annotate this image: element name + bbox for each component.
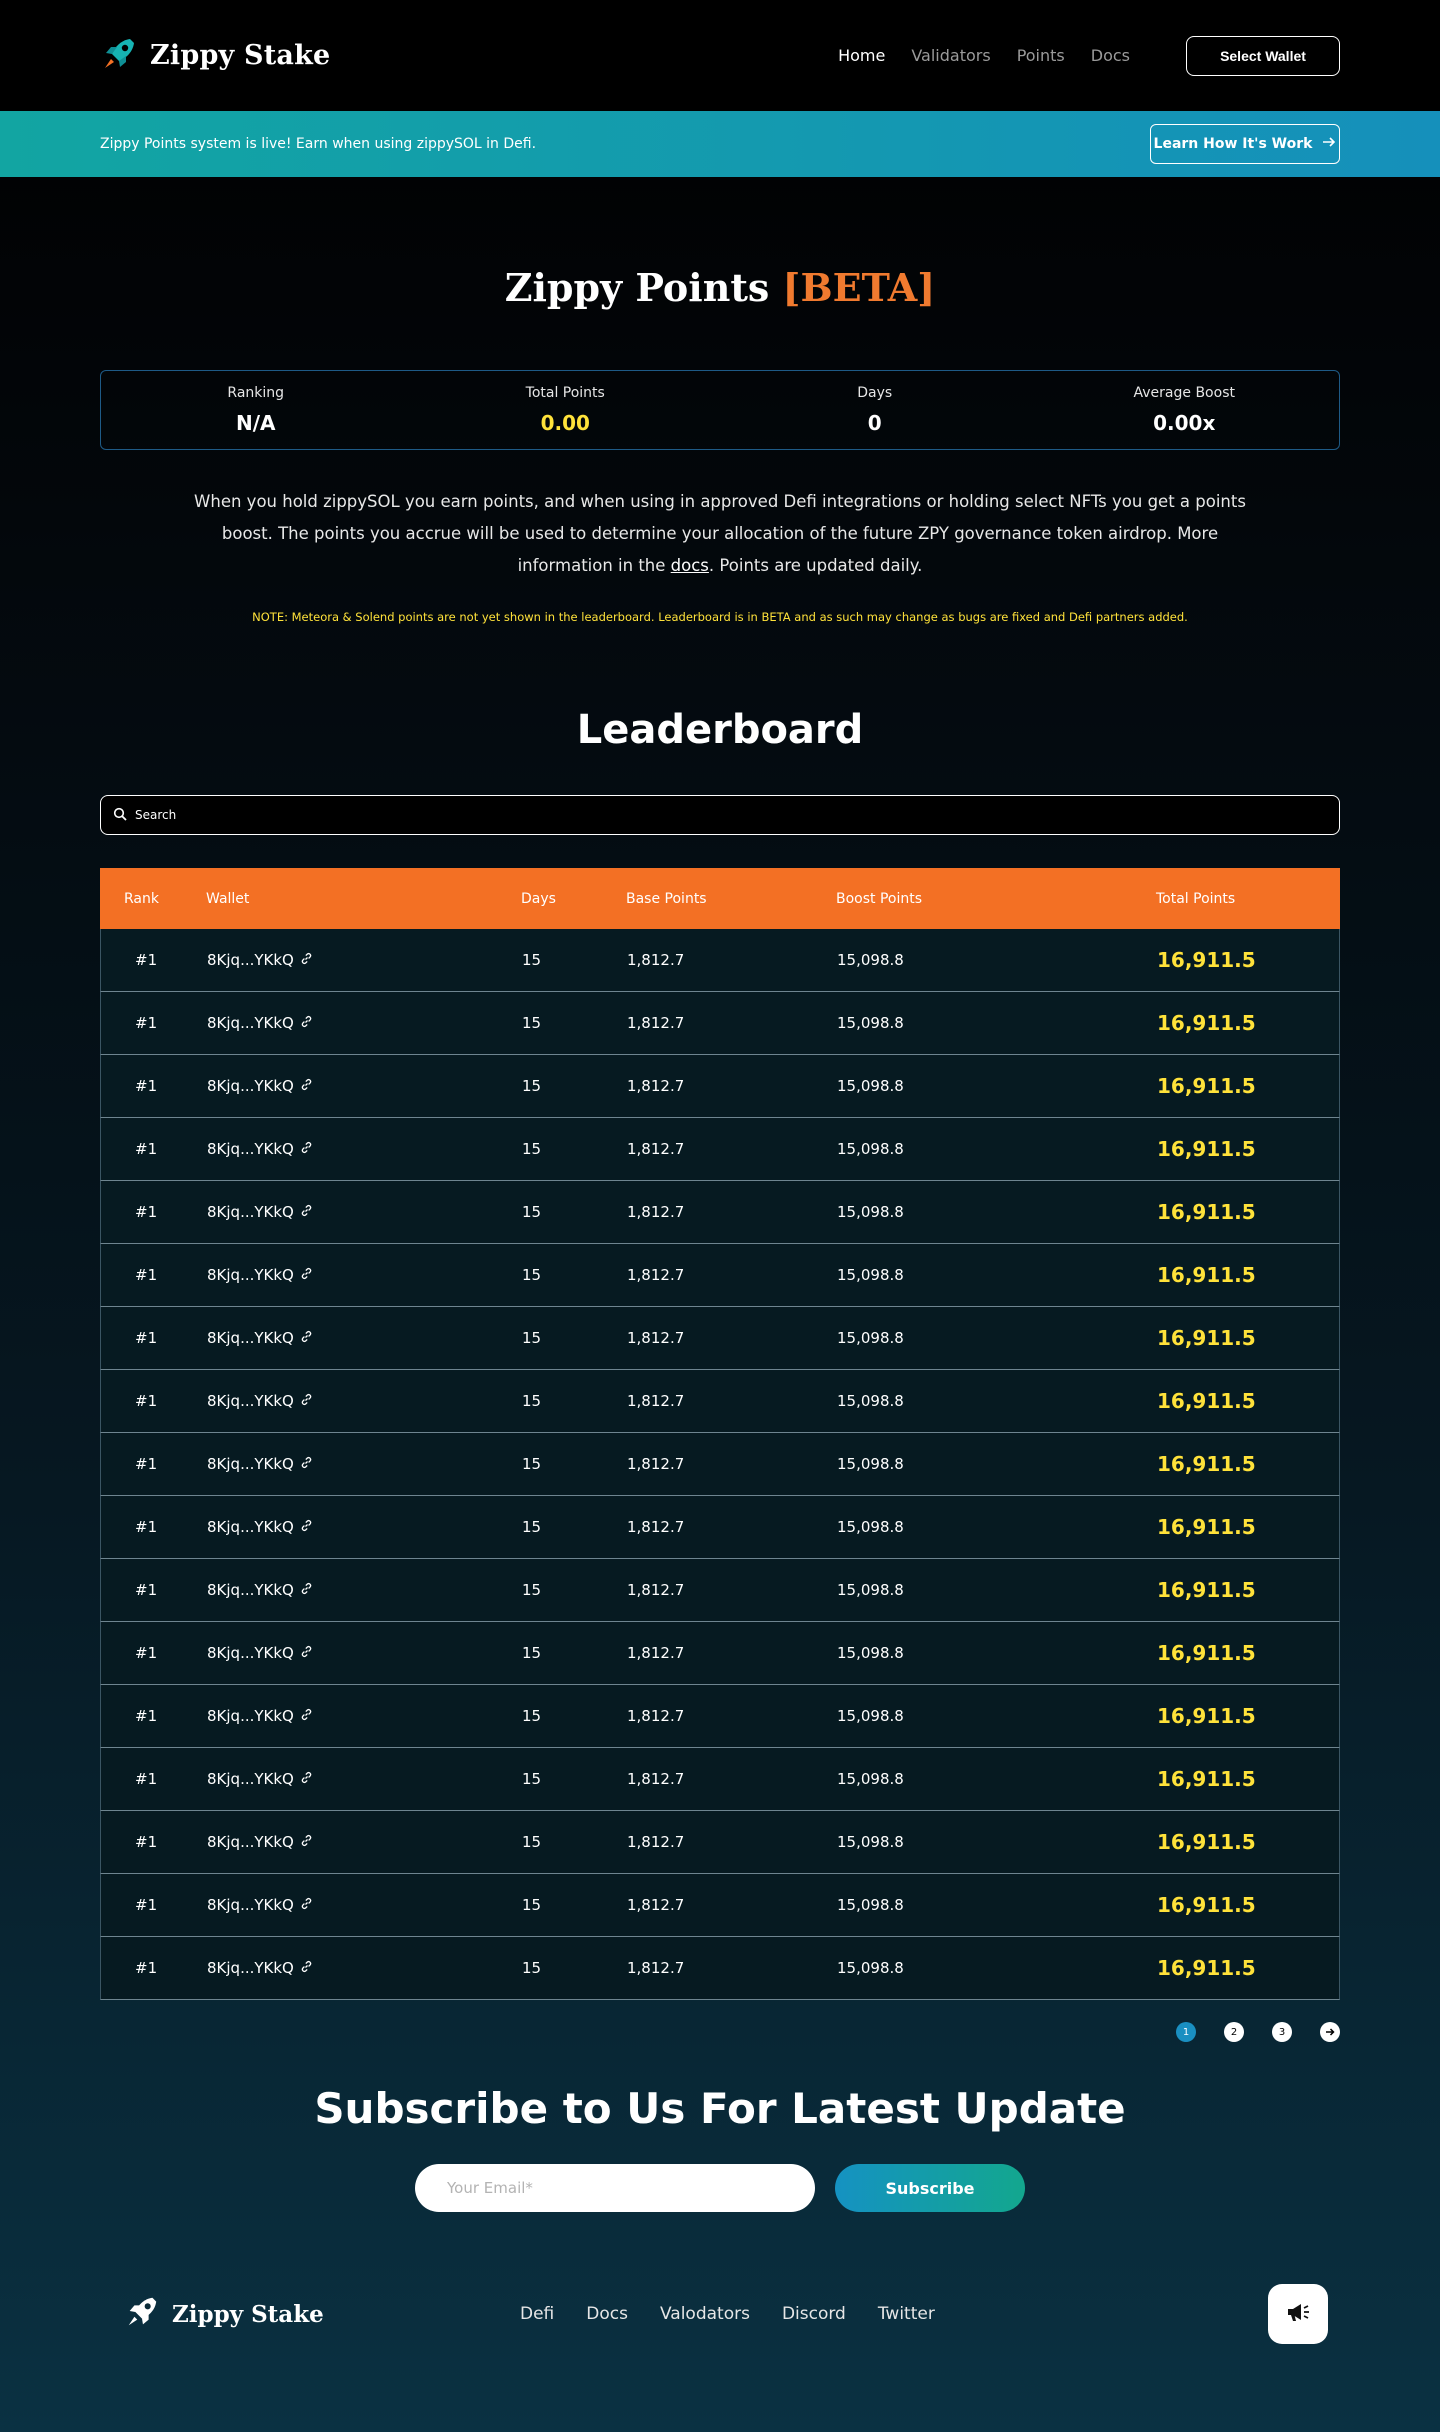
total-points-cell: 16,911.5 xyxy=(1157,1326,1256,1350)
learn-how-label: Learn How It's Work xyxy=(1153,136,1313,152)
brand-name: Zippy Stake xyxy=(150,40,331,71)
link-icon[interactable] xyxy=(300,1266,313,1284)
page-title xyxy=(0,265,1440,315)
wallet-cell xyxy=(207,1140,522,1158)
total-points-cell: 16,911.5 xyxy=(1157,1641,1256,1665)
subscribe-button[interactable]: Subscribe xyxy=(835,2164,1025,2212)
total-points-cell: 16,911.5 xyxy=(1157,1956,1256,1980)
col-base-points: Base Points xyxy=(626,890,707,907)
wallet-cell xyxy=(207,1959,522,1977)
table-row xyxy=(100,1496,1340,1559)
boost-points-cell: 15,098.8 xyxy=(837,951,904,969)
base-points-cell: 1,812.7 xyxy=(627,1203,685,1221)
wallet-address[interactable]: 8Kjq...YKkQ xyxy=(207,1455,294,1473)
link-icon[interactable] xyxy=(300,1140,313,1158)
days-cell: 15 xyxy=(522,1707,542,1725)
days-cell: 15 xyxy=(522,1896,542,1914)
total-points-cell: 16,911.5 xyxy=(1157,1011,1256,1035)
table-row xyxy=(100,1244,1340,1307)
table-row xyxy=(100,1370,1340,1433)
total-points-cell: 16,911.5 xyxy=(1157,1767,1256,1791)
wallet-address[interactable]: 8Kjq...YKkQ xyxy=(207,1077,294,1095)
table-row xyxy=(100,1181,1340,1244)
arrow-right-icon xyxy=(1322,136,1336,152)
wallet-address[interactable]: 8Kjq...YKkQ xyxy=(207,1959,294,1977)
boost-points-cell: 15,098.8 xyxy=(837,1896,904,1914)
site-header xyxy=(0,0,1440,111)
boost-points-cell: 15,098.8 xyxy=(837,1770,904,1788)
nav-docs[interactable]: Docs xyxy=(1090,46,1130,65)
boost-points-cell: 15,098.8 xyxy=(837,1707,904,1725)
boost-points-cell: 15,098.8 xyxy=(837,1392,904,1410)
link-icon[interactable] xyxy=(300,1518,313,1536)
col-wallet: Wallet xyxy=(206,890,250,907)
link-icon[interactable] xyxy=(300,1959,313,1977)
base-points-cell: 1,812.7 xyxy=(627,1014,685,1032)
rank-cell: #1 xyxy=(135,1392,158,1410)
wallet-cell xyxy=(207,1770,522,1788)
link-icon[interactable] xyxy=(300,1077,313,1095)
email-input[interactable] xyxy=(415,2164,815,2212)
stat-label: Average Boost xyxy=(1133,385,1235,401)
megaphone-icon xyxy=(1285,2301,1311,2327)
days-cell: 15 xyxy=(522,1455,542,1473)
rank-cell: #1 xyxy=(135,1896,158,1914)
rank-cell: #1 xyxy=(135,1644,158,1662)
wallet-address[interactable]: 8Kjq...YKkQ xyxy=(207,1014,294,1032)
table-row xyxy=(100,1055,1340,1118)
wallet-address[interactable]: 8Kjq...YKkQ xyxy=(207,1329,294,1347)
search-box xyxy=(100,795,1340,835)
rank-cell: #1 xyxy=(135,1581,158,1599)
rocket-logo-icon xyxy=(100,35,138,77)
stat-days xyxy=(720,385,1030,435)
rank-cell: #1 xyxy=(135,1266,158,1284)
wallet-cell xyxy=(207,1014,522,1032)
link-icon[interactable] xyxy=(300,1770,313,1788)
base-points-cell: 1,812.7 xyxy=(627,1140,685,1158)
description-text-end: . Points are updated daily. xyxy=(708,556,923,575)
boost-points-cell: 15,098.8 xyxy=(837,1455,904,1473)
stat-total-points xyxy=(411,385,721,435)
table-row xyxy=(100,1685,1340,1748)
nav-home[interactable]: Home xyxy=(838,46,886,65)
link-icon[interactable] xyxy=(300,951,313,969)
nav-validators[interactable]: Validators xyxy=(911,46,991,65)
title-text: Zippy Points xyxy=(504,265,770,310)
base-points-cell: 1,812.7 xyxy=(627,1770,685,1788)
main-nav xyxy=(838,46,1130,65)
rank-cell: #1 xyxy=(135,1770,158,1788)
description-text: When you hold zippySOL you earn points, and when using in approved Defi integrations or holding select NFTs you get a points boost. The points you accrue will be used to determine your allocation of the future ZPY governance token airdrop. More information in the xyxy=(194,492,1246,575)
total-points-cell: 16,911.5 xyxy=(1157,1830,1256,1854)
link-icon[interactable] xyxy=(300,1833,313,1851)
search-icon xyxy=(113,806,127,825)
table-row xyxy=(100,1118,1340,1181)
total-points-cell: 16,911.5 xyxy=(1157,1452,1256,1476)
boost-points-cell: 15,098.8 xyxy=(837,1077,904,1095)
total-points-cell: 16,911.5 xyxy=(1157,948,1256,972)
stat-value: N/A xyxy=(235,411,276,435)
boost-points-cell: 15,098.8 xyxy=(837,1833,904,1851)
footer-link-docs[interactable]: Docs xyxy=(586,2304,628,2324)
stat-label: Days xyxy=(857,385,893,401)
beta-note: NOTE: Meteora & Solend points are not yet shown in the leaderboard. Leaderboard is in BETA and as such may change as bugs are fixed and Defi partners added. xyxy=(252,610,1188,624)
table-row xyxy=(100,1622,1340,1685)
total-points-cell: 16,911.5 xyxy=(1157,1263,1256,1287)
base-points-cell: 1,812.7 xyxy=(627,1518,685,1536)
link-icon[interactable] xyxy=(300,1203,313,1221)
days-cell: 15 xyxy=(522,1140,542,1158)
rank-cell: #1 xyxy=(135,1455,158,1473)
wallet-cell xyxy=(207,1707,522,1725)
total-points-cell: 16,911.5 xyxy=(1157,1515,1256,1539)
col-days: Days xyxy=(521,890,556,907)
wallet-address[interactable]: 8Kjq...YKkQ xyxy=(207,1644,294,1662)
base-points-cell: 1,812.7 xyxy=(627,1455,685,1473)
link-icon[interactable] xyxy=(300,1014,313,1032)
page-1-button[interactable]: 1 xyxy=(1176,2022,1196,2042)
boost-points-cell: 15,098.8 xyxy=(837,1644,904,1662)
days-cell: 15 xyxy=(522,951,542,969)
wallet-cell xyxy=(207,951,522,969)
table-row xyxy=(100,1811,1340,1874)
days-cell: 15 xyxy=(522,1518,542,1536)
link-icon[interactable] xyxy=(300,1392,313,1410)
base-points-cell: 1,812.7 xyxy=(627,951,685,969)
rank-cell: #1 xyxy=(135,951,158,969)
docs-link[interactable]: docs xyxy=(670,556,709,575)
boost-points-cell: 15,098.8 xyxy=(837,1518,904,1536)
rank-cell: #1 xyxy=(135,1014,158,1032)
link-icon[interactable] xyxy=(300,1329,313,1347)
stat-label: Total Points xyxy=(525,385,605,401)
boost-points-cell: 15,098.8 xyxy=(837,1266,904,1284)
days-cell: 15 xyxy=(522,1833,542,1851)
base-points-cell: 1,812.7 xyxy=(627,1266,685,1284)
days-cell: 15 xyxy=(522,1077,542,1095)
learn-how-button[interactable] xyxy=(1150,124,1340,164)
page-2-button[interactable]: 2 xyxy=(1224,2022,1244,2042)
table-row xyxy=(100,1874,1340,1937)
col-boost-points: Boost Points xyxy=(836,890,923,907)
boost-points-cell: 15,098.8 xyxy=(837,1014,904,1032)
select-wallet-button[interactable]: Select Wallet xyxy=(1186,36,1340,76)
rank-cell: #1 xyxy=(135,1959,158,1977)
leaderboard-table xyxy=(100,868,1340,2000)
boost-points-cell: 15,098.8 xyxy=(837,1140,904,1158)
rank-cell: #1 xyxy=(135,1203,158,1221)
col-total-points: Total Points xyxy=(1156,890,1236,907)
nav-points[interactable]: Points xyxy=(1016,46,1065,65)
footer-link-twitter[interactable]: Twitter xyxy=(877,2304,935,2324)
wallet-address[interactable]: 8Kjq...YKkQ xyxy=(207,1518,294,1536)
wallet-address[interactable]: 8Kjq...YKkQ xyxy=(207,1392,294,1410)
wallet-address[interactable]: 8Kjq...YKkQ xyxy=(207,1770,294,1788)
wallet-address[interactable]: 8Kjq...YKkQ xyxy=(207,1896,294,1914)
wallet-cell xyxy=(207,1203,522,1221)
base-points-cell: 1,812.7 xyxy=(627,1581,685,1599)
rank-cell: #1 xyxy=(135,1707,158,1725)
wallet-cell xyxy=(207,1833,522,1851)
wallet-address[interactable]: 8Kjq...YKkQ xyxy=(207,1266,294,1284)
base-points-cell: 1,812.7 xyxy=(627,1833,685,1851)
link-icon[interactable] xyxy=(300,1896,313,1914)
rank-cell: #1 xyxy=(135,1833,158,1851)
stat-value: 0.00x xyxy=(1153,411,1216,435)
table-row xyxy=(100,1937,1340,2000)
wallet-cell xyxy=(207,1455,522,1473)
wallet-cell xyxy=(207,1266,522,1284)
total-points-cell: 16,911.5 xyxy=(1157,1389,1256,1413)
footer-link-validators[interactable]: Valodators xyxy=(659,2304,750,2324)
table-row xyxy=(100,1433,1340,1496)
boost-points-cell: 15,098.8 xyxy=(837,1329,904,1347)
base-points-cell: 1,812.7 xyxy=(627,1644,685,1662)
wallet-address[interactable]: 8Kjq...YKkQ xyxy=(207,1203,294,1221)
wallet-cell xyxy=(207,1392,522,1410)
days-cell: 15 xyxy=(522,1644,542,1662)
total-points-cell: 16,911.5 xyxy=(1157,1578,1256,1602)
wallet-address[interactable]: 8Kjq...YKkQ xyxy=(207,951,294,969)
wallet-address[interactable]: 8Kjq...YKkQ xyxy=(207,1833,294,1851)
total-points-cell: 16,911.5 xyxy=(1157,1074,1256,1098)
base-points-cell: 1,812.7 xyxy=(627,1329,685,1347)
user-stats-panel xyxy=(100,370,1340,450)
footer-brand-name: Zippy Stake xyxy=(172,2300,324,2328)
footer-link-discord[interactable]: Discord xyxy=(781,2304,846,2324)
link-icon[interactable] xyxy=(300,1707,313,1725)
total-points-cell: 16,911.5 xyxy=(1157,1200,1256,1224)
table-row xyxy=(100,929,1340,992)
link-icon[interactable] xyxy=(300,1581,313,1599)
table-body xyxy=(100,929,1340,2000)
subscribe-title: Subscribe to Us For Latest Update xyxy=(314,2084,1126,2133)
boost-points-cell: 15,098.8 xyxy=(837,1203,904,1221)
wallet-address[interactable]: 8Kjq...YKkQ xyxy=(207,1707,294,1725)
total-points-cell: 16,911.5 xyxy=(1157,1137,1256,1161)
days-cell: 15 xyxy=(522,1959,542,1977)
wallet-cell xyxy=(207,1896,522,1914)
brand[interactable] xyxy=(100,35,330,77)
base-points-cell: 1,812.7 xyxy=(627,1707,685,1725)
stat-value: 0 xyxy=(867,411,882,435)
link-icon[interactable] xyxy=(300,1455,313,1473)
banner-text: Zippy Points system is live! Earn when using zippySOL in Defi. xyxy=(100,136,537,152)
wallet-address[interactable]: 8Kjq...YKkQ xyxy=(207,1140,294,1158)
boost-points-cell: 15,098.8 xyxy=(837,1959,904,1977)
table-header xyxy=(100,868,1340,929)
col-rank: Rank xyxy=(124,890,159,907)
base-points-cell: 1,812.7 xyxy=(627,1077,685,1095)
subscribe-form xyxy=(0,2164,1440,2212)
wallet-cell xyxy=(207,1644,522,1662)
search-input[interactable] xyxy=(135,808,1327,822)
stat-ranking xyxy=(101,385,411,435)
wallet-cell xyxy=(207,1581,522,1599)
days-cell: 15 xyxy=(522,1266,542,1284)
stat-label: Ranking xyxy=(227,385,285,401)
rank-cell: #1 xyxy=(135,1518,158,1536)
announcement-banner xyxy=(0,111,1440,177)
base-points-cell: 1,812.7 xyxy=(627,1896,685,1914)
site-footer xyxy=(0,2284,1440,2344)
table-row xyxy=(100,992,1340,1055)
days-cell: 15 xyxy=(522,1392,542,1410)
next-page-icon[interactable] xyxy=(1320,2022,1340,2042)
points-description xyxy=(190,486,1250,582)
days-cell: 15 xyxy=(522,1581,542,1599)
days-cell: 15 xyxy=(522,1770,542,1788)
table-row xyxy=(100,1559,1340,1622)
footer-links xyxy=(520,2304,935,2324)
days-cell: 15 xyxy=(522,1014,542,1032)
table-row xyxy=(100,1307,1340,1370)
wallet-cell xyxy=(207,1329,522,1347)
total-points-cell: 16,911.5 xyxy=(1157,1704,1256,1728)
stat-value: 0.00 xyxy=(540,411,590,435)
pagination xyxy=(100,2022,1340,2042)
rocket-logo-icon xyxy=(124,2294,160,2334)
boost-points-cell: 15,098.8 xyxy=(837,1581,904,1599)
base-points-cell: 1,812.7 xyxy=(627,1959,685,1977)
table-row xyxy=(100,1748,1340,1811)
page-3-button[interactable]: 3 xyxy=(1272,2022,1292,2042)
rank-cell: #1 xyxy=(135,1077,158,1095)
days-cell: 15 xyxy=(522,1329,542,1347)
footer-brand[interactable] xyxy=(124,2294,520,2334)
days-cell: 15 xyxy=(522,1203,542,1221)
base-points-cell: 1,812.7 xyxy=(627,1392,685,1410)
announcement-button[interactable] xyxy=(1268,2284,1328,2344)
stat-average-boost xyxy=(1030,385,1340,435)
rank-cell: #1 xyxy=(135,1140,158,1158)
beta-badge: [BETA] xyxy=(782,265,936,310)
leaderboard-title: Leaderboard xyxy=(576,707,864,753)
rank-cell: #1 xyxy=(135,1329,158,1347)
wallet-address[interactable]: 8Kjq...YKkQ xyxy=(207,1581,294,1599)
total-points-cell: 16,911.5 xyxy=(1157,1893,1256,1917)
wallet-cell xyxy=(207,1518,522,1536)
footer-link-defi[interactable]: Defi xyxy=(520,2304,555,2324)
link-icon[interactable] xyxy=(300,1644,313,1662)
wallet-cell xyxy=(207,1077,522,1095)
